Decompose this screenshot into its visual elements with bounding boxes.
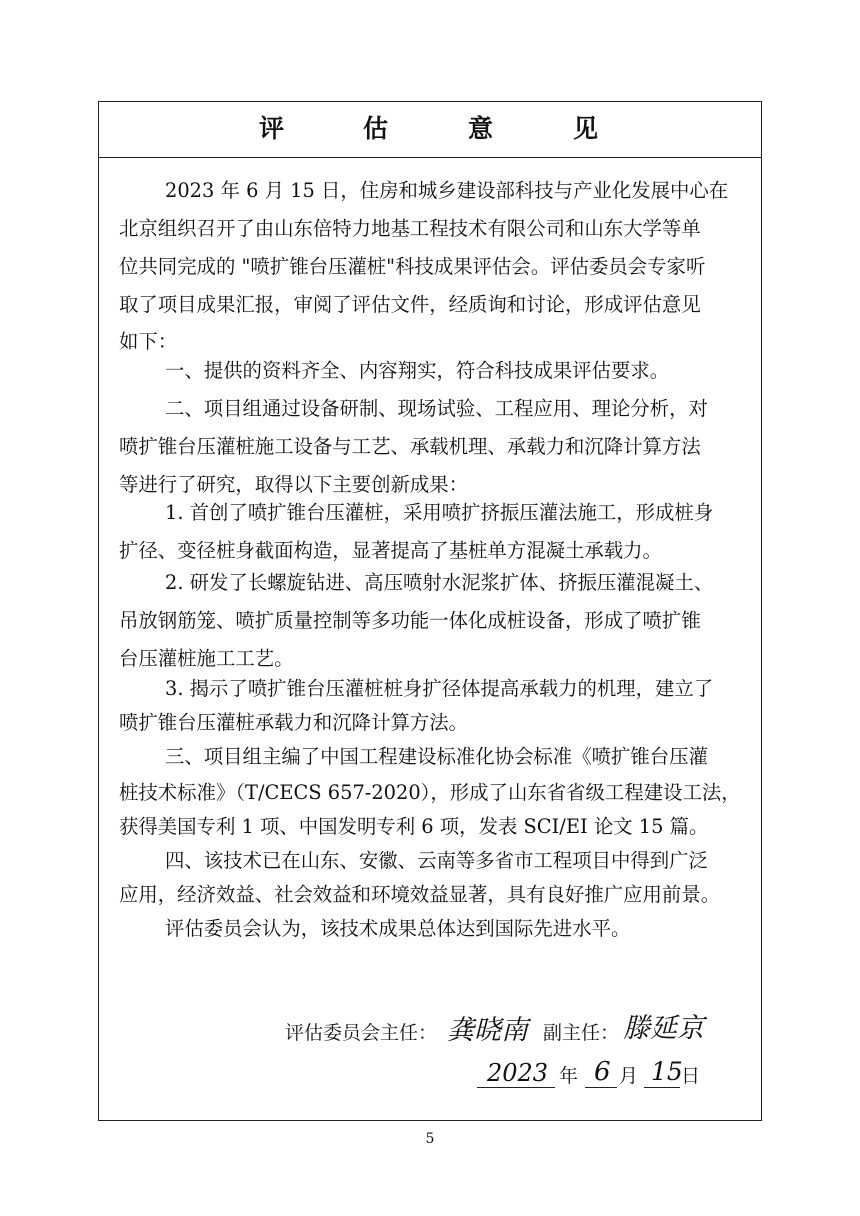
- vice-chair-signature: 滕延京: [623, 1013, 704, 1044]
- body-line: 1. 首创了喷扩锥台压灌桩，采用喷扩挤振压灌法施工，形成桩身: [165, 501, 714, 524]
- evaluation-opinion-frame: [98, 101, 762, 1121]
- body-line: 吊放钢筋笼、喷扩质量控制等多功能一体化成桩设备，形成了喷扩锥: [119, 609, 701, 632]
- handwritten-month: 6: [594, 1057, 611, 1087]
- body-line: 评估委员会认为，该技术成果总体达到国际先进水平。: [165, 917, 631, 940]
- year-underline: [477, 1087, 555, 1088]
- body-line: 扩径、变径桩身截面构造，显著提高了基桩单方混凝土承载力。: [119, 539, 662, 562]
- body-line: 三、项目组主编了中国工程建设标准化协会标准《喷扩锥台压灌: [165, 745, 708, 768]
- body-line: 等进行了研究，取得以下主要创新成果：: [119, 473, 469, 496]
- month-underline: [585, 1087, 617, 1088]
- chair-signature: 龚晓南: [447, 1015, 528, 1046]
- body-line: 桩技术标准》（T/CECS 657-2020），形成了山东省省级工程建设工法，: [119, 781, 741, 804]
- body-line: 喷扩锥台压灌桩承载力和沉降计算方法。: [119, 711, 469, 734]
- body-line: 取了项目成果汇报，审阅了评估文件，经质询和讨论，形成评估意见: [119, 293, 701, 316]
- body-line: 2023 年 6 月 15 日，住房和城乡建设部科技与产业化发展中心在: [165, 179, 729, 202]
- body-line: 四、该技术已在山东、安徽、云南等多省市工程项目中得到广泛: [165, 849, 708, 872]
- body-line: 台压灌桩施工工艺。: [119, 647, 294, 670]
- body-line: 二、项目组通过设备研制、现场试验、工程应用、理论分析，对: [165, 397, 708, 420]
- body-line: 3. 揭示了喷扩锥台压灌桩桩身扩径体提高承载力的机理，建立了: [165, 677, 714, 700]
- year-label: 年: [559, 1065, 579, 1087]
- body-line: 如下：: [119, 330, 178, 353]
- body-line: 位共同完成的 "喷扩锥台压灌桩"科技成果评估会。评估委员会专家听: [119, 255, 706, 278]
- title-char: 估: [363, 114, 389, 143]
- page-number: 5: [425, 1131, 435, 1147]
- body-line: 一、提供的资料齐全、内容翔实，符合科技成果评估要求。: [165, 359, 670, 382]
- vice-chair-label: 副主任：: [543, 1022, 620, 1044]
- body-line: 应用，经济效益、社会效益和环境效益显著，具有良好推广应用前景。: [119, 883, 721, 906]
- body-line: 北京组织召开了由山东倍特力地基工程技术有限公司和山东大学等单: [119, 217, 701, 240]
- chair-label: 评估委员会主任：: [285, 1022, 438, 1044]
- handwritten-year: 2023: [487, 1059, 549, 1087]
- body-line: 喷扩锥台压灌桩施工设备与工艺、承载机理、承载力和沉降计算方法: [119, 435, 701, 458]
- day-label: 日: [681, 1065, 701, 1087]
- day-underline: [644, 1087, 680, 1088]
- title-char: 意: [468, 114, 494, 143]
- body-line: 获得美国专利 1 项、中国发明专利 6 项，发表 SCI/EI 论文 15 篇。: [119, 815, 709, 838]
- handwritten-day: 15: [651, 1057, 683, 1086]
- title-char: 评: [259, 114, 285, 143]
- title-char: 见: [573, 114, 599, 143]
- body-line: 2. 研发了长螺旋钻进、高压喷射水泥浆扩体、挤振压灌混凝土、: [165, 571, 714, 594]
- opinion-body: [99, 102, 761, 1120]
- month-label: 月: [619, 1065, 639, 1087]
